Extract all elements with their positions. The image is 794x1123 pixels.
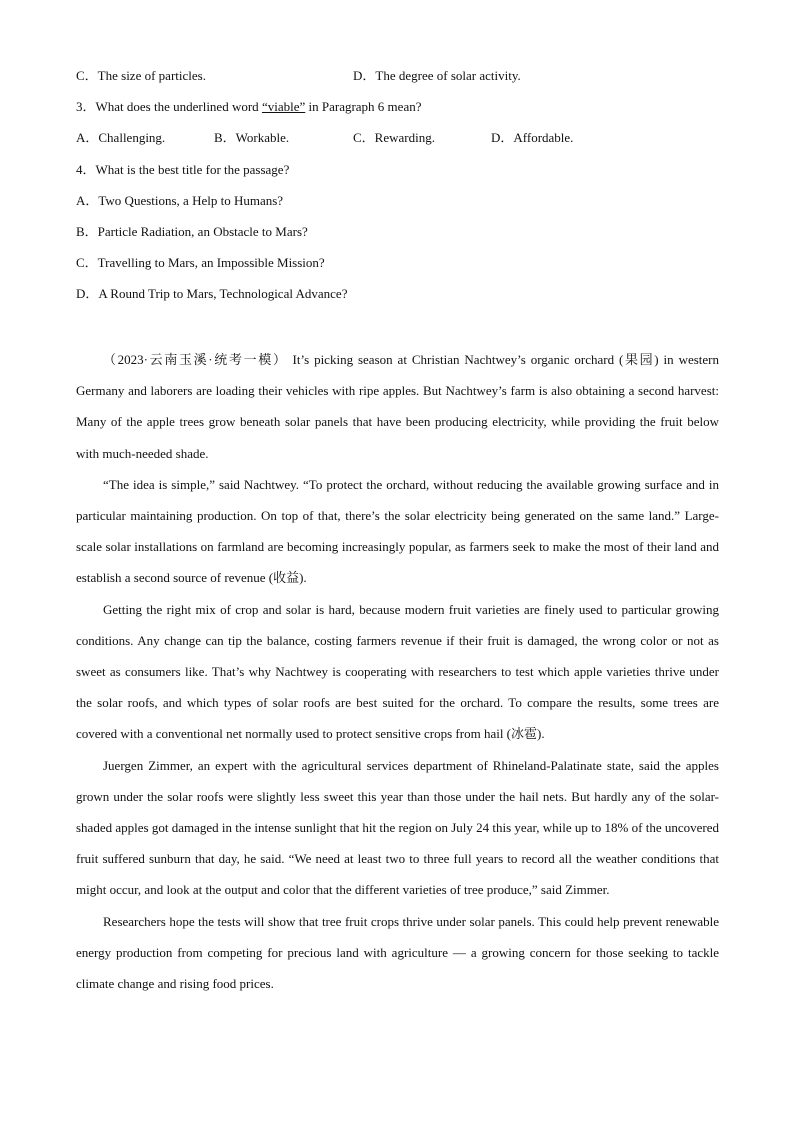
q4-option-d: D．A Round Trip to Mars, Technological Advance? xyxy=(76,286,348,302)
passage-paragraph: Juergen Zimmer, an expert with the agricultural services department of Rhineland-Palatinate state, said the apples grown under the solar roofs were slightly less sweet this year than those under the hail nets. But hardly any of the solar-shaded apples got damaged in the intense sunlight that hit the region on July 24 this year, while up to 18% of the uncovered fruit suffered sunburn that day, he said. “We need at least two to three full years to record all the weather conditions that might occur, and look at the output and color that the different varieties of tree produce,” said Zimmer. xyxy=(76,757,719,898)
q3-stem-suffix: in Paragraph 6 mean? xyxy=(305,99,422,115)
q3-option-c: C．Rewarding. xyxy=(353,130,435,146)
q3-underlined-word: “viable” xyxy=(261,99,306,115)
q2-option-d: D．The degree of solar activity. xyxy=(353,68,521,83)
passage-source: （2023·云南玉溪·统考一模） xyxy=(103,352,288,367)
passage-paragraph xyxy=(76,344,719,469)
q4-stem: 4．What is the best title for the passage? xyxy=(76,161,290,177)
q3-option-d: D．Affordable. xyxy=(491,130,574,146)
passage-paragraph: “The idea is simple,” said Nachtwey. “To protect the orchard, without reducing the available growing surface and in particular maintaining production. On top of that, there’s the solar electricity being generated on the same land.” Large-scale solar installations on farmland are becoming increasingly popular, as farmers seek to make the most of their land and establish a second source of revenue (收益). xyxy=(76,476,719,586)
q3-option-a: A．Challenging. xyxy=(76,130,166,146)
reading-passage xyxy=(76,344,719,999)
passage-paragraph-text: It’s picking season at Christian Nachtwey’s organic orchard (果园) in western Germany and laborers are loading their vehicles with ripe apples. But Nachtwey’s farm is also obtaining a second harvest: Many of the apple trees grow beneath solar panels that have been producing electricity, while providing the fruit below with much-needed shade. xyxy=(76,352,719,461)
q3-stem-prefix: 3．What does the underlined word xyxy=(76,99,262,115)
q4-option-a: A．Two Questions, a Help to Humans? xyxy=(76,192,284,208)
q4-option-b: B．Particle Radiation, an Obstacle to Mars? xyxy=(76,223,308,239)
q3-option-b: B．Workable. xyxy=(214,130,290,146)
q3-options-row xyxy=(76,126,726,157)
passage-paragraph: Getting the right mix of crop and solar is hard, because modern fruit varieties are finely used to particular growing conditions. Any change can tip the balance, costing farmers revenue if their fruit is damaged, the wrong color or not as sweet as consumers like. That’s why Nachtwey is cooperating with researchers to test which apple varieties thrive under the solar roofs, and which types of solar roofs are best suited for the orchard. To compare the results, some trees are covered with a conventional net normally used to protect sensitive crops from hail (冰雹). xyxy=(76,601,719,742)
q3-stem xyxy=(76,95,726,126)
q2-option-c: C．The size of particles. xyxy=(76,68,206,83)
q2-options-row xyxy=(76,64,726,95)
passage-paragraph: Researchers hope the tests will show that tree fruit crops thrive under solar panels. This could help prevent renewable energy production from competing for precious land with agriculture — a growing concern for those seeking to tackle climate change and rising food prices. xyxy=(76,913,719,992)
question-block xyxy=(76,64,726,314)
q4-option-c: C．Travelling to Mars, an Impossible Mission? xyxy=(76,255,325,271)
